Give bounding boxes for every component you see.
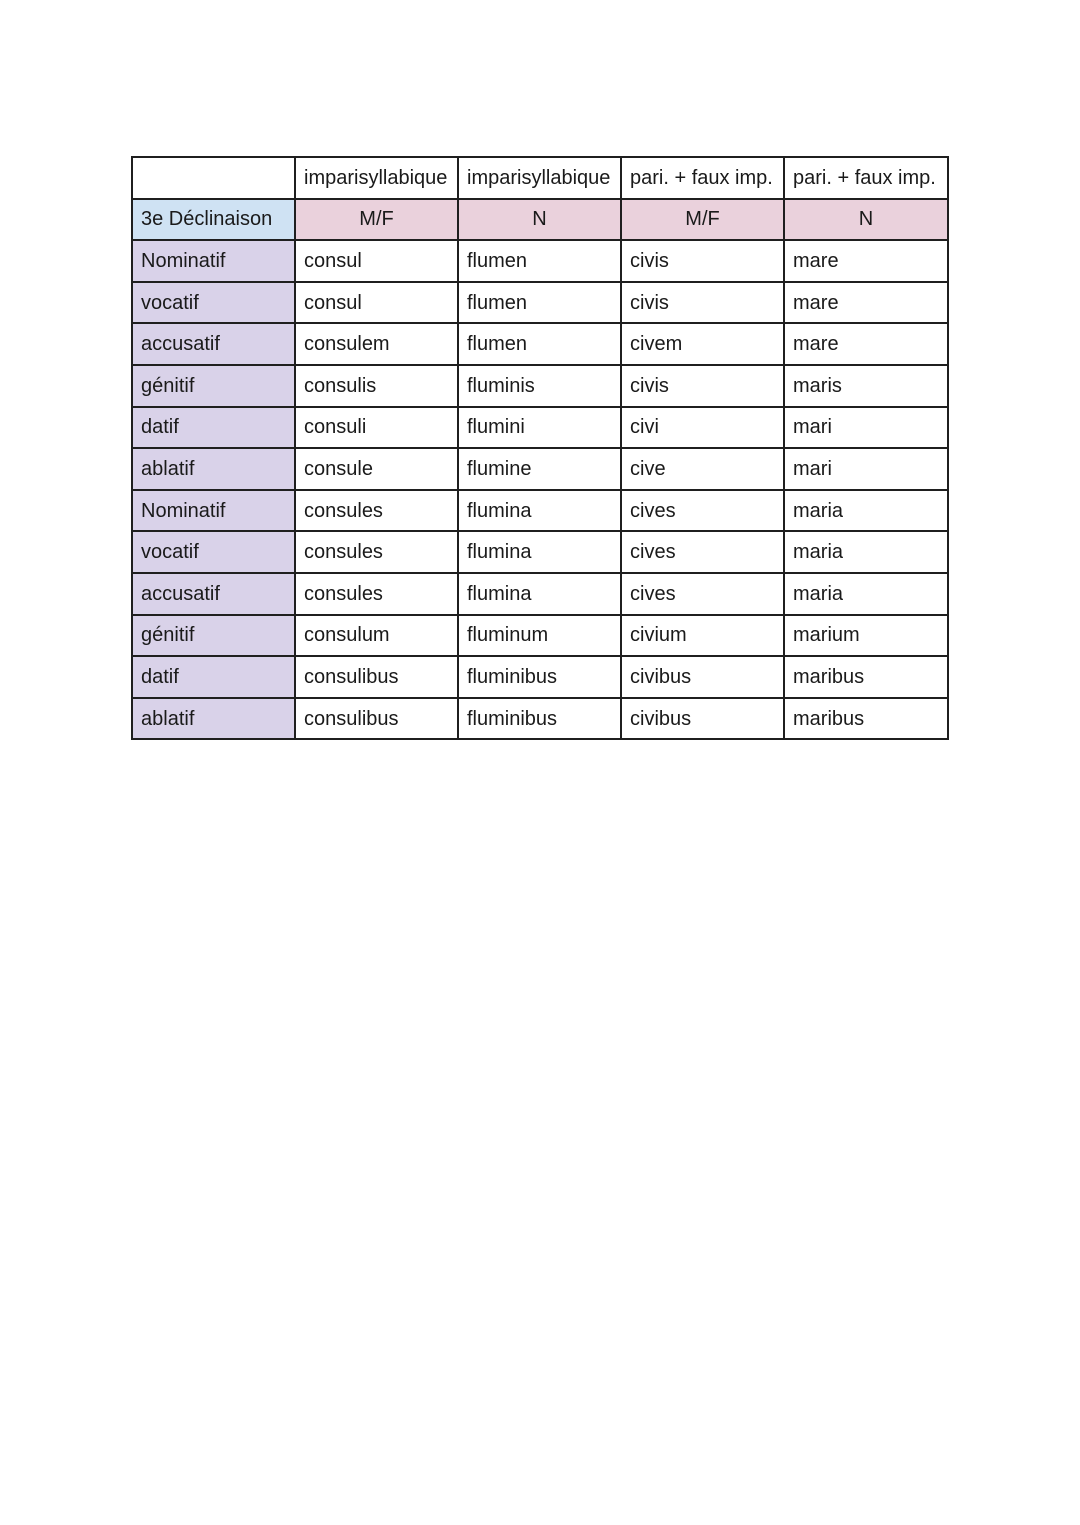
declension-form: maria xyxy=(784,531,948,573)
declension-form: maria xyxy=(784,490,948,532)
table-row xyxy=(132,323,948,365)
case-label: Nominatif xyxy=(132,240,295,282)
case-label: ablatif xyxy=(132,698,295,740)
declension-form: flumini xyxy=(458,407,621,449)
declension-form: flumen xyxy=(458,323,621,365)
case-label: ablatif xyxy=(132,448,295,490)
column-header: imparisyllabique xyxy=(295,157,458,199)
declension-form: consulum xyxy=(295,615,458,657)
declension-form: consules xyxy=(295,531,458,573)
declension-form: consulibus xyxy=(295,698,458,740)
declension-form: mari xyxy=(784,448,948,490)
declension-form: maribus xyxy=(784,698,948,740)
declension-form: civis xyxy=(621,240,784,282)
declension-form: consul xyxy=(295,282,458,324)
case-label: accusatif xyxy=(132,573,295,615)
declension-table xyxy=(131,156,949,740)
case-label: datif xyxy=(132,407,295,449)
declension-form: flumen xyxy=(458,282,621,324)
table-row xyxy=(132,615,948,657)
gender-header: M/F xyxy=(621,199,784,241)
declension-form: flumina xyxy=(458,490,621,532)
declension-form: flumina xyxy=(458,531,621,573)
declension-form: cives xyxy=(621,490,784,532)
gender-row xyxy=(132,199,948,241)
column-header: pari. + faux imp. xyxy=(784,157,948,199)
declension-form: mare xyxy=(784,240,948,282)
declension-form: flumine xyxy=(458,448,621,490)
table-row xyxy=(132,240,948,282)
declension-form: flumen xyxy=(458,240,621,282)
declension-form: civium xyxy=(621,615,784,657)
declension-form: consule xyxy=(295,448,458,490)
declension-form: consuli xyxy=(295,407,458,449)
declension-form: mare xyxy=(784,282,948,324)
declension-form: civibus xyxy=(621,698,784,740)
declension-form: fluminibus xyxy=(458,656,621,698)
declension-form: civibus xyxy=(621,656,784,698)
declension-form: maribus xyxy=(784,656,948,698)
corner-cell xyxy=(132,157,295,199)
declension-form: marium xyxy=(784,615,948,657)
declension-form: mari xyxy=(784,407,948,449)
table-title: 3e Déclinaison xyxy=(132,199,295,241)
declension-form: cive xyxy=(621,448,784,490)
declension-form: civis xyxy=(621,365,784,407)
table-row xyxy=(132,407,948,449)
table-row xyxy=(132,698,948,740)
declension-form: flumina xyxy=(458,573,621,615)
table-row xyxy=(132,490,948,532)
declension-form: consulibus xyxy=(295,656,458,698)
case-label: Nominatif xyxy=(132,490,295,532)
case-label: accusatif xyxy=(132,323,295,365)
declension-form: civis xyxy=(621,282,784,324)
declension-form: fluminibus xyxy=(458,698,621,740)
declension-form: cives xyxy=(621,531,784,573)
declension-form: cives xyxy=(621,573,784,615)
case-label: génitif xyxy=(132,615,295,657)
declension-form: consulem xyxy=(295,323,458,365)
declension-form: civem xyxy=(621,323,784,365)
table-row xyxy=(132,365,948,407)
column-header: imparisyllabique xyxy=(458,157,621,199)
declension-form: maria xyxy=(784,573,948,615)
table-row xyxy=(132,573,948,615)
declension-form: consules xyxy=(295,490,458,532)
table-row xyxy=(132,531,948,573)
declension-form: fluminis xyxy=(458,365,621,407)
case-label: génitif xyxy=(132,365,295,407)
table-row xyxy=(132,282,948,324)
table-row xyxy=(132,448,948,490)
declension-form: maris xyxy=(784,365,948,407)
column-header: pari. + faux imp. xyxy=(621,157,784,199)
gender-header: M/F xyxy=(295,199,458,241)
case-label: datif xyxy=(132,656,295,698)
declension-form: mare xyxy=(784,323,948,365)
column-header-row xyxy=(132,157,948,199)
table-row xyxy=(132,656,948,698)
declension-form: consul xyxy=(295,240,458,282)
case-label: vocatif xyxy=(132,531,295,573)
declension-form: civi xyxy=(621,407,784,449)
case-rows xyxy=(132,240,948,739)
case-label: vocatif xyxy=(132,282,295,324)
declension-form: consulis xyxy=(295,365,458,407)
gender-header: N xyxy=(784,199,948,241)
gender-header: N xyxy=(458,199,621,241)
declension-form: fluminum xyxy=(458,615,621,657)
declension-form: consules xyxy=(295,573,458,615)
